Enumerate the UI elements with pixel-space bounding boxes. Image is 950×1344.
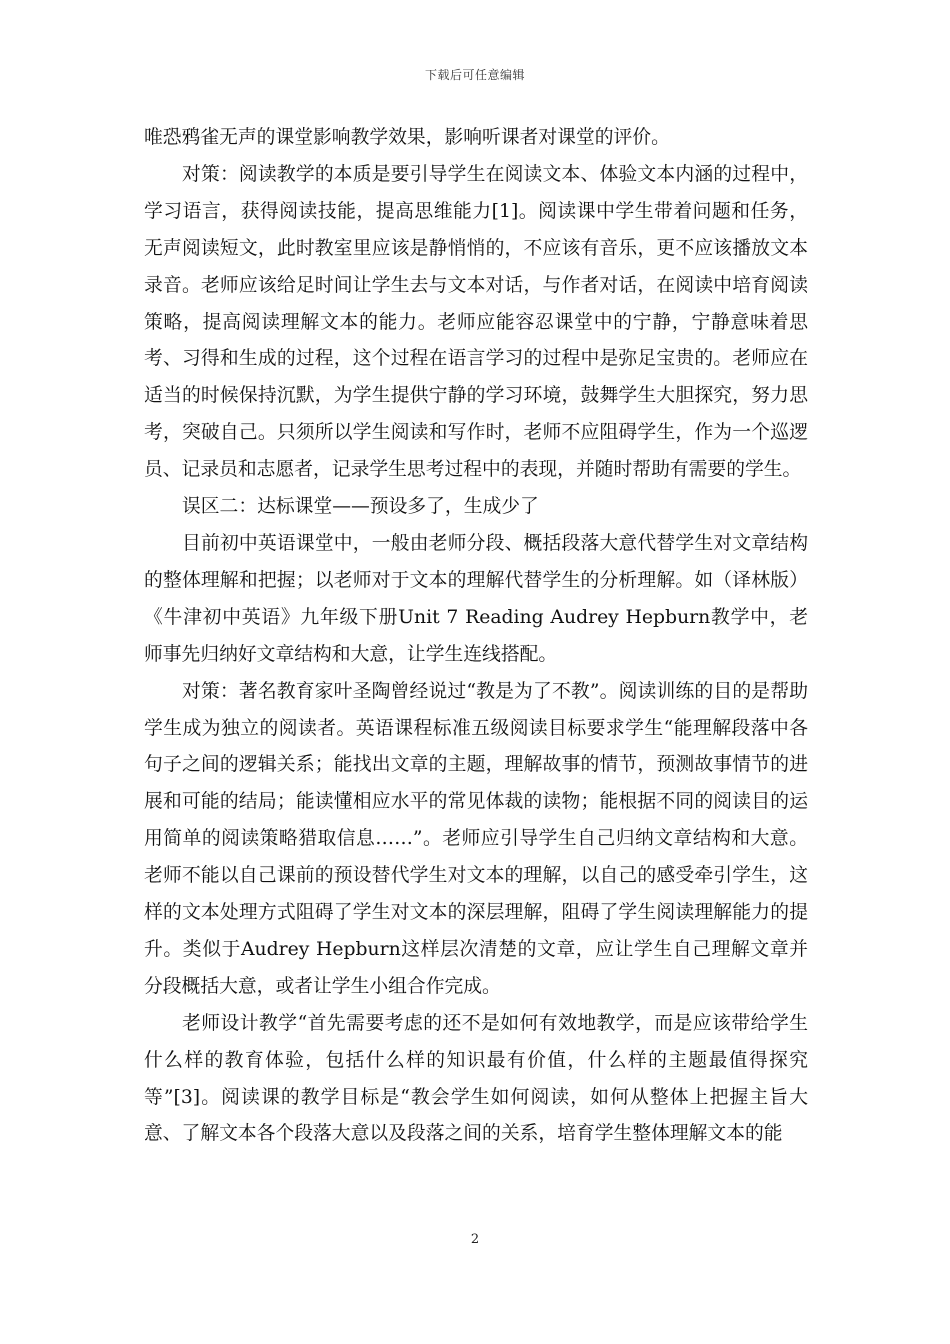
page-number: 2 — [470, 1232, 480, 1247]
document-body — [144, 120, 808, 1153]
section-heading-misconception-2: 误区二：达标课堂——预设多了，生成少了 — [182, 496, 539, 518]
paragraph-5: 老师设计教学“首先需要考虑的还不是如何有效地教学，而是应该带给学生什么样的教育体验，包括什么样的知识最有价值，什么样的主题最值得探究等”[3]。阅读课的教学目标是“教会学生如何阅读，如何从整体上把握主旨大意、了解文本各个段落大意以及段落之间的关系，培育学生整体理解文本的能 — [144, 1012, 808, 1145]
page-header: 下载后可任意编辑 — [424, 68, 525, 82]
paragraph-1: 唯恐鸦雀无声的课堂影响教学效果，影响听课者对课堂的评价。 — [144, 127, 670, 148]
paragraph-4: 对策：著名教育家叶圣陶曾经说过“教是为了不教”。阅读训练的目的是帮助学生成为独立的阅读者。英语课程标准五级阅读目标要求学生“能理解段落中各句子之间的逻辑关系；能找出文章的主题，理解故事的情节，预测故事情节的进展和可能的结局；能读懂相应水平的常见体裁的读物；能根据不同的阅读目的运用简单的阅读策略猎取信息……”。老师应引导学生自己归纳文章结构和大意。老师不能以自己课前的预设替代学生对文本的理解，以自己的感受牵引学生，这样的文本处理方式阻碍了学生对文本的深层理解，阻碍了学生阅读理解能力的提升。类似于Audrey Hepburn这样层次清楚的文章，应让学生自己理解文章并分段概括大意，或者让学生小组合作完成。 — [144, 680, 808, 997]
paragraph-2: 对策：阅读教学的本质是要引导学生在阅读文本、体验文本内涵的过程中，学习语言，获得阅读技能，提高思维能力[1]。阅读课中学生带着问题和任务，无声阅读短文，此时教室里应该是静悄悄的，不应该有音乐，更不应该播放文本录音。老师应该给足时间让学生去与文本对话，与作者对话，在阅读中培育阅读策略，提高阅读理解文本的能力。老师应能容忍课堂中的宁静，宁静意味着思考、习得和生成的过程，这个过程在语言学习的过程中是弥足宝贵的。老师应在适当的时候保持沉默，为学生提供宁静的学习环境，鼓舞学生大胆探究，努力思考，突破自己。只须所以学生阅读和写作时，老师不应阻碍学生，作为一个巡逻员、记录员和志愿者，记录学生思考过程中的表现，并随时帮助有需要的学生。 — [144, 163, 808, 481]
paragraph-3: 目前初中英语课堂中，一般由老师分段、概括段落大意代替学生对文章结构的整体理解和把握；以老师对于文本的理解代替学生的分析理解。如（译林版）《牛津初中英语》九年级下册Unit 7 Reading Audrey Hepburn教学中，老师事先归纳好文章结构和大意，让学生连线搭配。 — [144, 532, 808, 665]
